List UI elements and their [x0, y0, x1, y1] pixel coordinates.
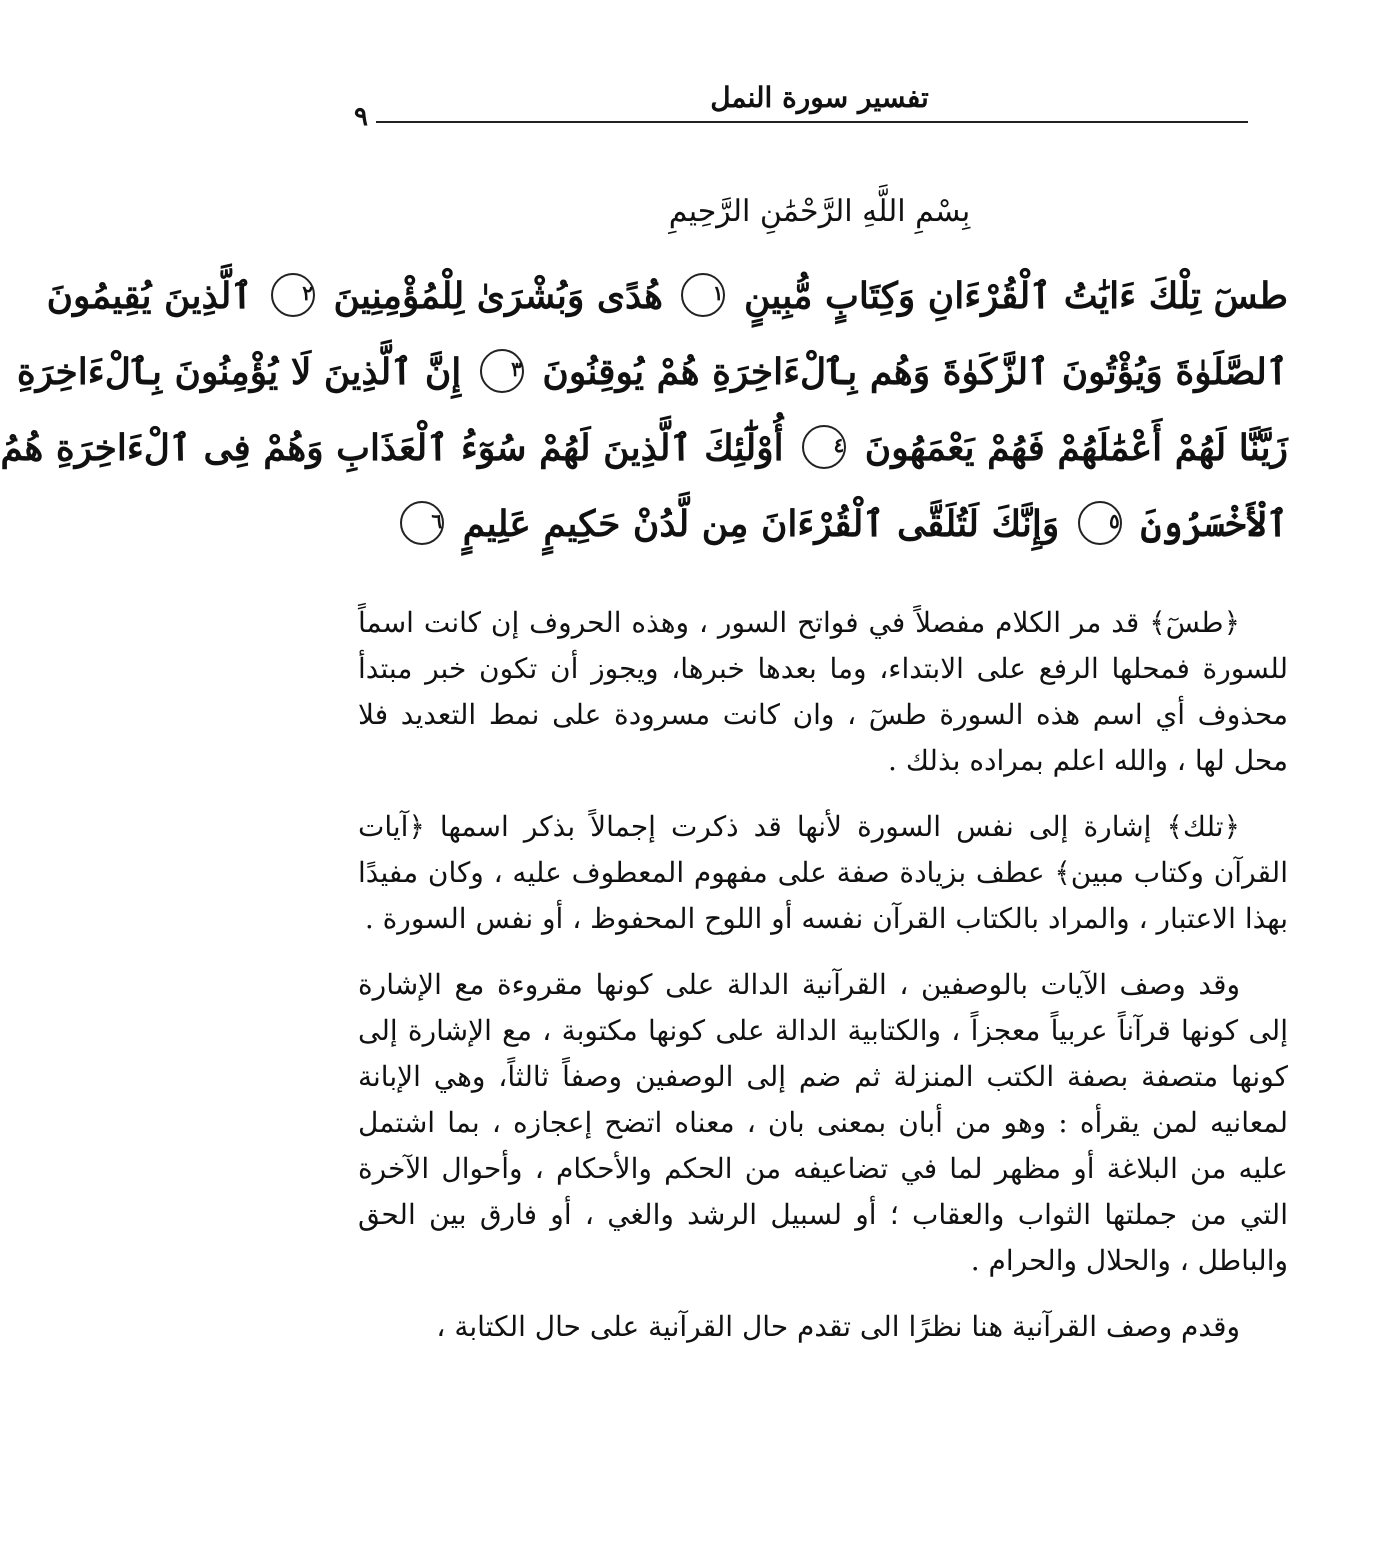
verse-number-marker: ٣: [480, 349, 524, 393]
commentary-paragraph: ﴿طسٓ﴾ قد مر الكلام مفصلاً في فواتح السور ، وهذه الحروف إن كانت اسماً للسورة فمحلها الرفع على الابتداء، وما بعدها خبرها، ويجوز أن تكون خبر مبتدأ محذوف أي اسم هذه السورة طسٓ ، وان كانت مسرودة على نمط التعديد فلا محل لها ، والله اعلم بمراده بذلك .: [358, 606, 1288, 777]
quran-line: [358, 486, 1288, 562]
verse-number-marker: ٥: [1078, 501, 1122, 545]
commentary-text: [358, 600, 1288, 1370]
quran-verses-block: [0, 258, 1288, 562]
commentary-paragraph: ﴿تلك﴾ إشارة إلى نفس السورة لأنها قد ذكرت إجمالاً بذكر اسمها ﴿آيات القرآن وكتاب مبين﴾ عطف بزيادة صفة على مفهوم المعطوف عليه ، وكان مفيدًا بهذا الاعتبار ، والمراد بالكتاب القرآن نفسه أو اللوح المحفوظ ، أو نفس السورة .: [358, 810, 1288, 935]
commentary-paragraph: وقدم وصف القرآنية هنا نظرًا الى تقدم حال القرآنية على حال الكتابة ،: [436, 1310, 1240, 1343]
verse-text: هُدًى وَبُشْرَىٰ لِلْمُؤْمِنِينَ: [333, 275, 663, 317]
basmala: بِسْمِ اللَّهِ الرَّحْمَٰنِ الرَّحِيمِ: [668, 194, 971, 229]
verse-number-marker: ٦: [400, 501, 444, 545]
page-number: ٩: [354, 102, 368, 132]
verse-text: وَإِنَّكَ لَتُلَقَّى ٱلْقُرْءَانَ مِن لَّدُنْ حَكِيمٍ عَلِيمٍ: [462, 503, 1060, 545]
verse-text: طسٓ تِلْكَ ءَايَٰتُ ٱلْقُرْءَانِ وَكِتَابٍ مُّبِينٍ: [744, 275, 1288, 317]
quran-line: [16, 334, 1288, 410]
verse-text: إِنَّ ٱلَّذِينَ لَا يُؤْمِنُونَ بِٱلْءَاخِرَةِ: [16, 351, 462, 393]
verse-text: ٱلصَّلَوٰةَ وَيُؤْتُونَ ٱلزَّكَوٰةَ وَهُم بِٱلْءَاخِرَةِ هُمْ يُوقِنُونَ: [542, 351, 1288, 393]
verse-number-marker: ٤: [802, 425, 846, 469]
verse-text: زَيَّنَّا لَهُمْ أَعْمَٰلَهُمْ فَهُمْ يَعْمَهُونَ: [864, 427, 1288, 469]
header-rule: [376, 121, 1248, 123]
verse-number-marker: ٢: [271, 273, 315, 317]
quran-line: [0, 410, 1288, 486]
quran-line: [46, 258, 1288, 334]
verse-text: ٱلَّذِينَ يُقِيمُونَ: [46, 275, 253, 317]
commentary-paragraph: وقد وصف الآيات بالوصفين ، القرآنية الدالة على كونها مقروءة مع الإشارة إلى كونها قرآناً عربياً معجزاً ، والكتابية الدالة على كونها مكتوبة ، مع الإشارة إلى كونها متصفة بصفة الكتب المنزلة ثم ضم إلى الوصفين وصفاً ثالثاً، وهي الإبانة لمعانيه لمن يقرأه : وهو من أبان بمعنى بان ، معناه اتضح إعجازه ، بما اشتمل عليه من البلاغة أو مظهر لما في تضاعيفه من الحكم والأحكام ، وأحوال الآخرة التي من جملتها الثواب والعقاب ؛ أو لسبيل الرشد والغي ، أو فارق بين الحق والباطل ، والحلال والحرام .: [358, 968, 1288, 1277]
verse-text: أُوْلَٰٓئِكَ ٱلَّذِينَ لَهُمْ سُوٓءُ ٱلْعَذَابِ وَهُمْ فِى ٱلْءَاخِرَةِ هُمُ: [0, 427, 784, 469]
verse-text: ٱلْأَخْسَرُونَ: [1140, 503, 1288, 545]
verse-number-marker: ١: [681, 273, 725, 317]
running-title: تفسير سورة النمل: [710, 81, 929, 114]
